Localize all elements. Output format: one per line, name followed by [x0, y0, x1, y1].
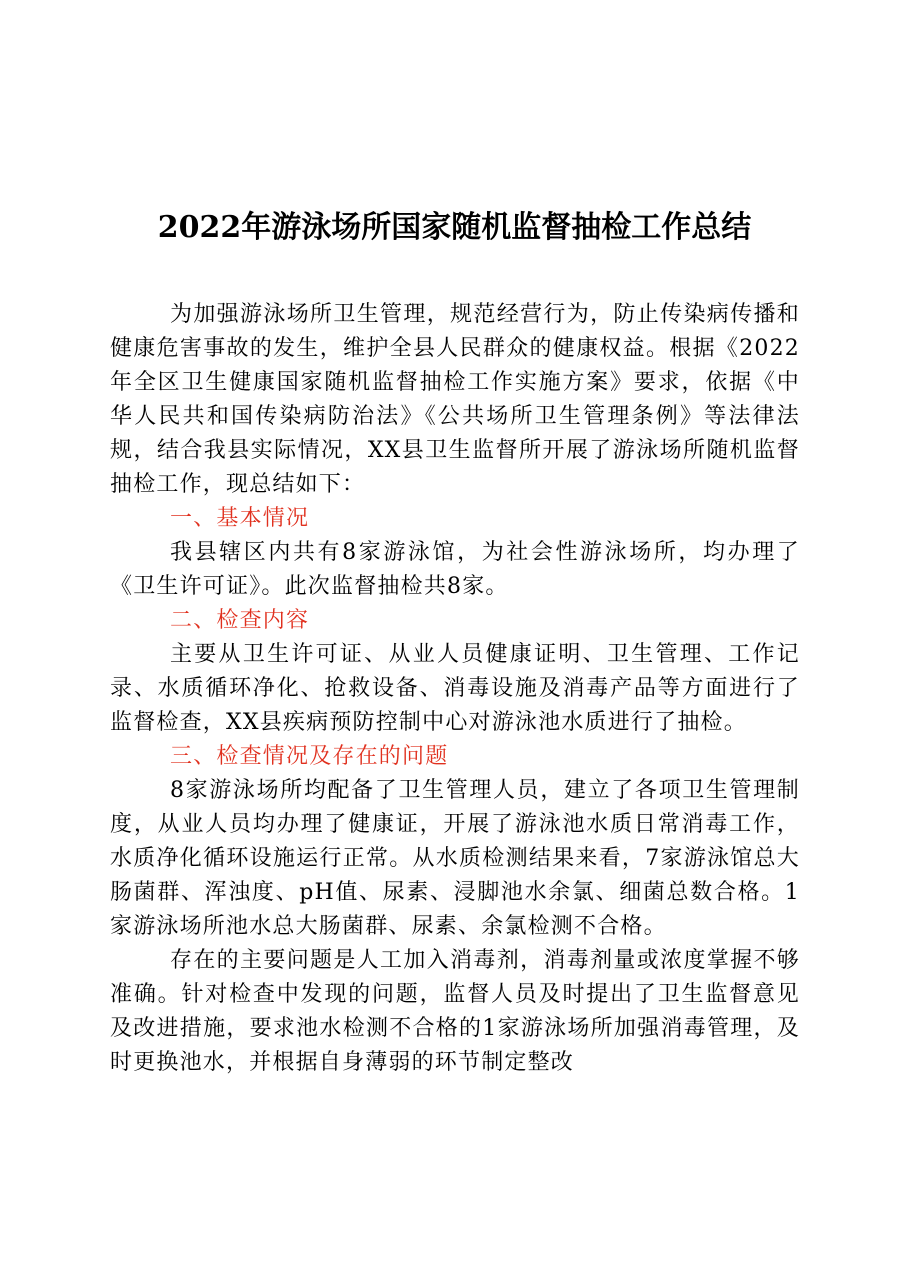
section-heading-problems: 三、检查情况及存在的问题 — [170, 744, 449, 769]
section-heading-content: 二、检查内容 — [170, 608, 310, 633]
document-body — [110, 298, 800, 1080]
inspection-results-paragraph: 8家游泳场所均配备了卫生管理人员，建立了各项卫生管理制度，从业人员均办理了健康证，开展了游泳池水质日常消毒工作，水质净化循环设施运行正常。从水质检测结果来看，7家游泳馆总大肠菌群、浑浊度、pH值、尿素、浸脚池水余氯、细菌总数合格。1家游泳场所池水总大肠菌群、尿素、余氯检测不合格。 — [110, 778, 800, 939]
section-heading-basic: 一、基本情况 — [170, 506, 310, 531]
intro-paragraph: 为加强游泳场所卫生管理，规范经营行为，防止传染病传播和健康危害事故的发生，维护全县人民群众的健康权益。根据《2022年全区卫生健康国家随机监督抽检工作实施方案》要求，依据《中华人民共和国传染病防治法》《公共场所卫生管理条例》等法律法规，结合我县实际情况，XX县卫生监督所开展了游泳场所随机监督抽检工作，现总结如下： — [110, 302, 800, 497]
basic-situation-paragraph: 我县辖区内共有8家游泳馆，为社会性游泳场所，均办理了《卫生许可证》。此次监督抽检共8家。 — [110, 540, 800, 599]
document-title: 2022年游泳场所国家随机监督抽检工作总结 — [157, 210, 752, 245]
main-problems-paragraph: 存在的主要问题是人工加入消毒剂，消毒剂量或浓度掌握不够准确。针对检查中发现的问题，监督人员及时提出了卫生监督意见及改进措施，要求池水检测不合格的1家游泳场所加强消毒管理，及时更换池水，并根据自身薄弱的环节制定整改 — [110, 948, 800, 1075]
inspection-content-paragraph: 主要从卫生许可证、从业人员健康证明、卫生管理、工作记录、水质循环净化、抢救设备、消毒设施及消毒产品等方面进行了监督检查，XX县疾病预防控制中心对游泳池水质进行了抽检。 — [110, 642, 800, 735]
